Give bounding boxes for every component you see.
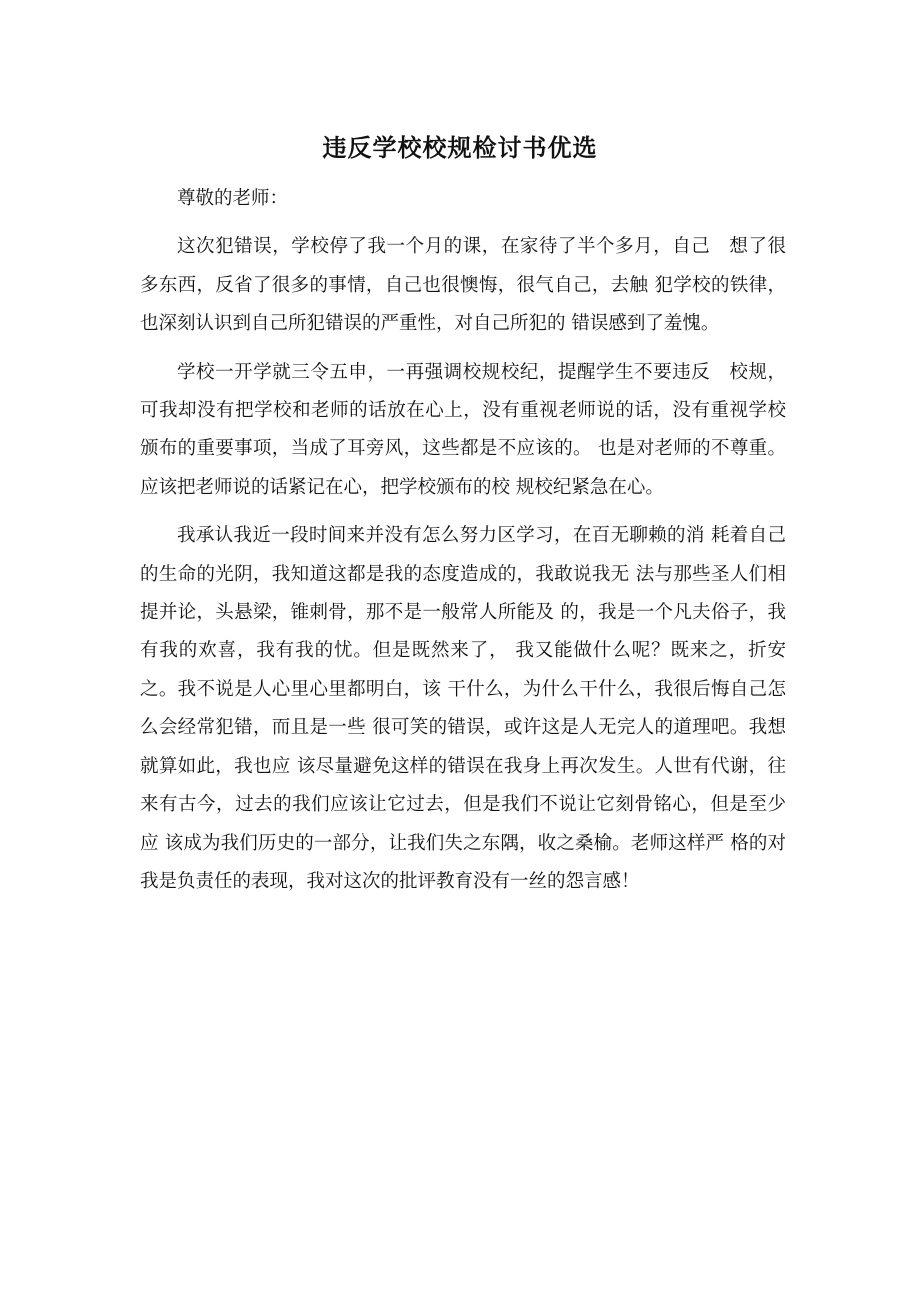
paragraph-2: 学校一开学就三令五申，一再强调校规校纪，提醒学生不要违反 校规，可我却没有把学校和老师的话放在心上，没有重视老师说的话，没有重视学校颁布的重要事项，当成了耳旁风，这些都是不应该的。 也是对老师的不尊重。应该把老师说的话紧记在心，把学校颁布的校 规校纪紧急在心。 <box>140 361 786 498</box>
paragraph-1: 这次犯错误，学校停了我一个月的课，在家待了半个多月，自己 想了很多东西，反省了很多的事情，自己也很懊悔，很气自己，去触 犯学校的铁律，也深刻认识到自己所犯错误的严重性，对自己所犯的 错误感到了羞愧。 <box>140 236 786 335</box>
salutation: 尊敬的老师： <box>177 188 289 209</box>
document-title: 违反学校校规检讨书优选 <box>322 134 598 162</box>
paragraph-3: 我承认我近一段时间来并没有怎么努力区学习，在百无聊赖的消 耗着自己的生命的光阴，我知道这都是我的态度造成的，我敢说我无 法与那些圣人们相提并论，头悬梁，锥刺骨，那不是一般常人所能及 的，我是一个凡夫俗子，我有我的欢喜，我有我的忧。但是既然来了， 我又能做什么呢？既来之，折安之。我不说是人心里心里都明白，该 干什么，为什么干什么，我很后悔自己怎么会经常犯错，而且是一些 很可笑的错误，或许这是人无完人的道理吧。我想就算如此，我也应 该尽量避免这样的错误在我身上再次发生。人世有代谢，往来有古今，过去的我们应该让它过去，但是我们不说让它刻骨铭心，但是至少应 该成为我们历史的一部分，让我们失之东隅，收之桑榆。老师这样严 格的对我是负责任的表现，我对这次的批评教育没有一丝的怨言感！ <box>140 525 786 892</box>
document-body <box>140 180 786 911</box>
